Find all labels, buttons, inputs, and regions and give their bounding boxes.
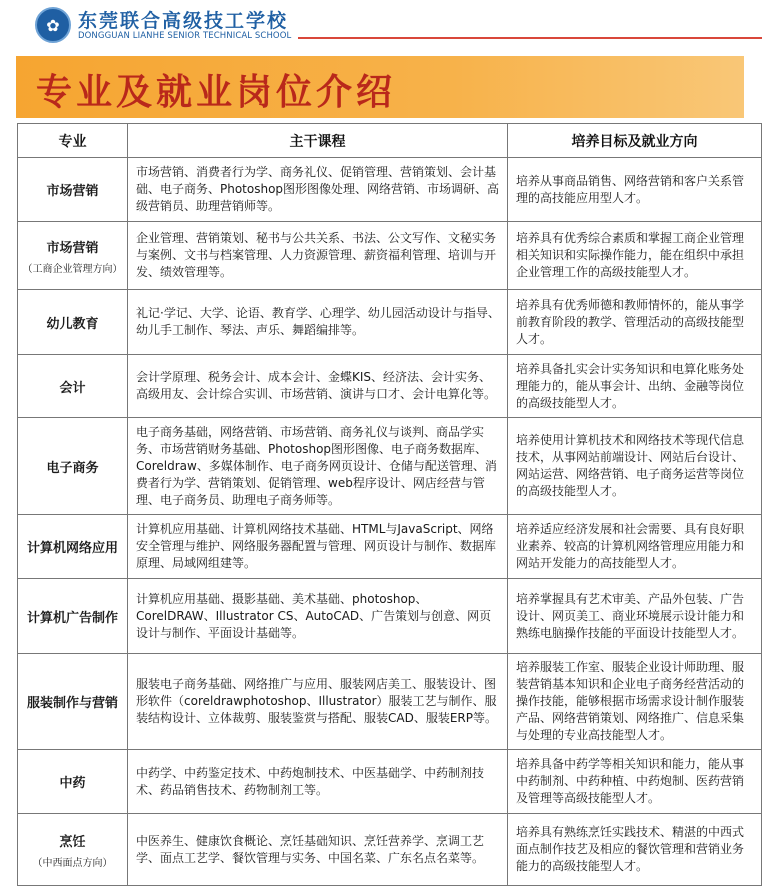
courses-cell: 礼记·学记、大学、论语、教育学、心理学、幼儿园活动设计与指导、幼儿手工制作、琴法、声乐、舞蹈编排等。	[128, 290, 508, 355]
school-name-cn: 东莞联合高级技工学校	[78, 10, 289, 32]
table-row	[18, 579, 762, 654]
table-row	[18, 158, 762, 222]
major-sub: （工商企业管理方向）	[22, 263, 123, 275]
courses-cell: 计算机应用基础、摄影基础、美术基础、photoshop、CorelDRAW、Illustrator CS、AutoCAD、广告策划与创意、网页设计与制作、平面设计基础等。	[128, 579, 508, 654]
table-row	[18, 355, 762, 418]
table-row	[18, 418, 762, 515]
major-cell	[18, 418, 128, 515]
major-name: 计算机网络应用	[26, 541, 118, 556]
goal-cell: 培养具备中药学等相关知识和能力，能从事中药制剂、中药种植、中药炮制、医药营销及管理等高级技能型人才。	[508, 750, 762, 814]
table-row	[18, 222, 762, 290]
major-name: 服装制作与营销	[26, 696, 118, 711]
courses-cell: 市场营销、消费者行为学、商务礼仪、促销管理、营销策划、会计基础、电子商务、Photoshop图形图像处理、网络营销、市场调研、高级营销员、助理营销师等。	[128, 158, 508, 222]
major-name: 会计	[59, 380, 86, 396]
major-name: 计算机广告制作	[26, 610, 118, 626]
courses-cell: 中医养生、健康饮食概论、烹饪基础知识、烹饪营养学、烹调工艺学、面点工艺学、餐饮管理与实务、中国名菜、广东名点名菜等。	[128, 814, 508, 886]
major-sub: （中西面点方向）	[32, 857, 113, 869]
major-name: 烹饪	[59, 834, 86, 850]
major-cell	[18, 222, 128, 290]
major-cell	[18, 654, 128, 750]
major-cell	[18, 515, 128, 579]
header-major: 专业	[18, 124, 128, 158]
goal-cell: 培养具有优秀综合素质和掌握工商企业管理相关知识和实际操作能力，能在组织中承担企业管理工作的高级技能型人才。	[508, 222, 762, 290]
page-title: 专业及就业岗位介绍	[36, 71, 397, 113]
major-name: 市场营销	[46, 240, 99, 256]
major-cell	[18, 290, 128, 355]
goal-cell: 培养使用计算机技术和网络技术等现代信息技术，从事网站前端设计、网站后台设计、网站运营、网络营销、电子商务运营等岗位的高级技能型人才。	[508, 418, 762, 515]
goal-cell: 培养掌握具有艺术审美、产品外包装、广告设计、网页美工、商业环境展示设计能力和熟练电脑操作技能的平面设计技能型人才。	[508, 579, 762, 654]
school-name-en: DONGGUAN LIANHE SENIOR TECHNICAL SCHOOL	[78, 31, 292, 41]
goal-cell: 培养从事商品销售、网络营销和客户关系管理的高技能应用型人才。	[508, 158, 762, 222]
table-row	[18, 654, 762, 750]
majors-table	[17, 123, 762, 886]
courses-cell: 企业管理、营销策划、秘书与公共关系、书法、公文写作、文秘实务与案例、文书与档案管理、人力资源管理、薪资福利管理、培训与开发、绩效管理等。	[128, 222, 508, 290]
header-courses: 主干课程	[128, 124, 508, 158]
header-goal: 培养目标及就业方向	[508, 124, 762, 158]
header	[0, 0, 762, 48]
table-row	[18, 814, 762, 886]
table-row	[18, 290, 762, 355]
courses-cell: 中药学、中药鉴定技术、中药炮制技术、中医基础学、中药制剂技术、药品销售技术、药物制剂工等。	[128, 750, 508, 814]
header-divider	[298, 37, 762, 39]
courses-cell: 电子商务基础，网络营销、市场营销、商务礼仪与谈判、商品学实务、市场营销财务基础、Photoshop图形图像、电子商务数据库、Coreldraw、多媒体制作、电子商务网页设计、仓储与配送管理、消费者行为学、营销策划、促销管理、web程序设计、网店经营与管理、电子商务员、助理电子商务师等。	[128, 418, 508, 515]
goal-cell: 培养具有熟练烹饪实践技术、精湛的中西式面点制作技艺及相应的餐饮管理和营销业务能力的高级技能型人才。	[508, 814, 762, 886]
title-banner	[16, 56, 744, 118]
major-cell	[18, 355, 128, 418]
major-cell	[18, 750, 128, 814]
major-cell	[18, 158, 128, 222]
major-name: 电子商务	[46, 460, 99, 476]
goal-cell: 培养服装工作室、服装企业设计师助理、服装营销基本知识和企业电子商务经营活动的操作技能，能够根据市场需求设计制作服装产品、网络营销策划、网络推广、信息采集与处理的专业高技能型人才。	[508, 654, 762, 750]
table-row	[18, 515, 762, 579]
major-cell	[18, 814, 128, 886]
goal-cell: 培养适应经济发展和社会需要、具有良好职业素养、较高的计算机网络管理应用能力和网站开发能力的高技能型人才。	[508, 515, 762, 579]
table-row	[18, 750, 762, 814]
courses-cell: 计算机应用基础、计算机网络技术基础、HTML与JavaScript、网络安全管理与维护、网络服务器配置与管理、网页设计与制作、数据库原理、局域网组建等。	[128, 515, 508, 579]
courses-cell: 服装电子商务基础、网络推广与应用、服装网店美工、服装设计、图形软件（coreldrawphotoshop、Illustrator）服装工艺与制作、服装结构设计、立体裁剪、服装鉴赏与搭配、服装CAD、服装ERP等。	[128, 654, 508, 750]
major-cell	[18, 579, 128, 654]
goal-cell: 培养具有优秀师德和教师情怀的，能从事学前教育阶段的教学、管理活动的高级技能型人才。	[508, 290, 762, 355]
school-logo: ✿	[35, 7, 71, 43]
table-header-row	[18, 124, 762, 158]
courses-cell: 会计学原理、税务会计、成本会计、金蝶KIS、经济法、会计实务、高级用友、会计综合实训、市场营销、演讲与口才、会计电算化等。	[128, 355, 508, 418]
goal-cell: 培养具备扎实会计实务知识和电算化账务处理能力的，能从事会计、出纳、金融等岗位的高级技能型人才。	[508, 355, 762, 418]
major-name: 市场营销	[46, 184, 99, 199]
major-name: 幼儿教育	[46, 316, 99, 332]
major-name: 中药	[59, 776, 86, 791]
